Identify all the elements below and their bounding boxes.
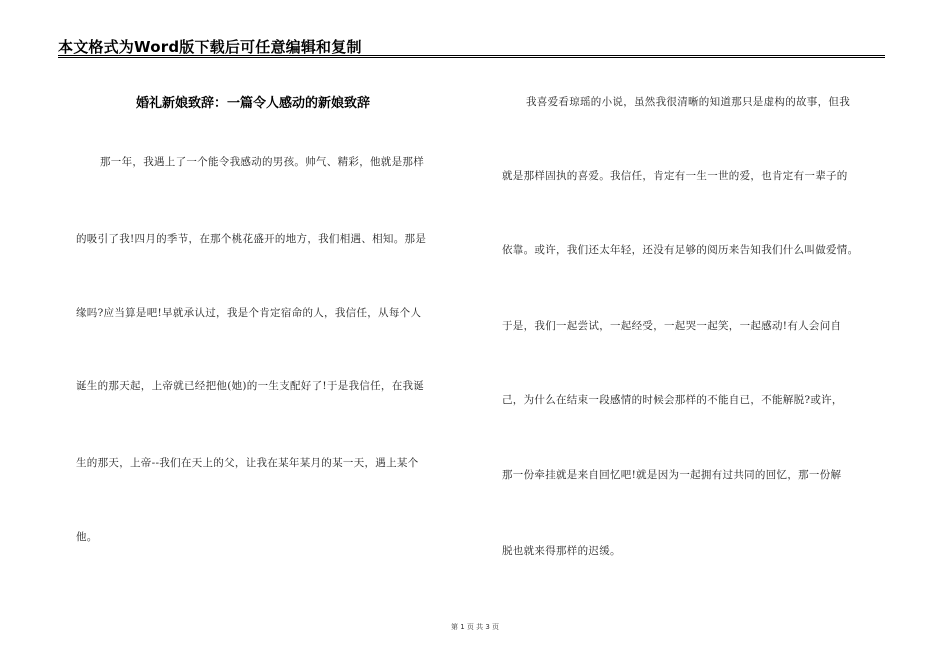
paragraph-line: 缘吗?应当算是吧!早就承认过，我是个肯定宿命的人，我信任，从每个人 xyxy=(76,307,422,319)
paragraph-line: 依靠。或许，我们还太年轻，还没有足够的阅历来告知我们什么叫做爱情。 xyxy=(502,244,859,256)
paragraph-line: 就是那样固执的喜爱。我信任，肯定有一生一世的爱，也肯定有一辈子的 xyxy=(502,170,848,182)
article-title: 婚礼新娘致辞：一篇令人感动的新娘致辞 xyxy=(136,96,371,111)
header-rule xyxy=(58,55,885,58)
paragraph-line: 那一年，我遇上了一个能令我感动的男孩。帅气、精彩，他就是那样 xyxy=(100,156,424,168)
paragraph-line: 那一份牵挂就是来自回忆吧!就是因为一起拥有过共同的回忆，那一份解 xyxy=(502,469,842,481)
paragraph-line: 脱也就来得那样的迟缓。 xyxy=(502,545,621,557)
paragraph-line: 的吸引了我!四月的季节，在那个桃花盛开的地方，我们相遇、相知。那是 xyxy=(76,233,427,245)
paragraph-line: 我喜爱看琼瑶的小说，虽然我很清晰的知道那只是虚构的故事，但我 xyxy=(526,96,850,108)
paragraph-line: 生的那天，上帝--我们在天上的父，让我在某年某月的某一天，遇上某个 xyxy=(76,457,419,469)
paragraph-line: 己，为什么在结束一段感情的时候会那样的不能自已，不能解脱?或许， xyxy=(502,394,843,406)
paragraph-line: 他。 xyxy=(76,531,98,543)
paragraph-line: 诞生的那天起，上帝就已经把他(她)的一生支配好了!于是我信任，在我诞 xyxy=(76,380,425,392)
paragraph-line: 于是，我们一起尝试，一起经受，一起哭一起笑，一起感动!有人会问自 xyxy=(502,320,842,332)
document-header: 本文格式为Word版下载后可任意编辑和复制 xyxy=(58,38,362,56)
page-number: 第 1 页 共 3 页 xyxy=(450,623,500,631)
